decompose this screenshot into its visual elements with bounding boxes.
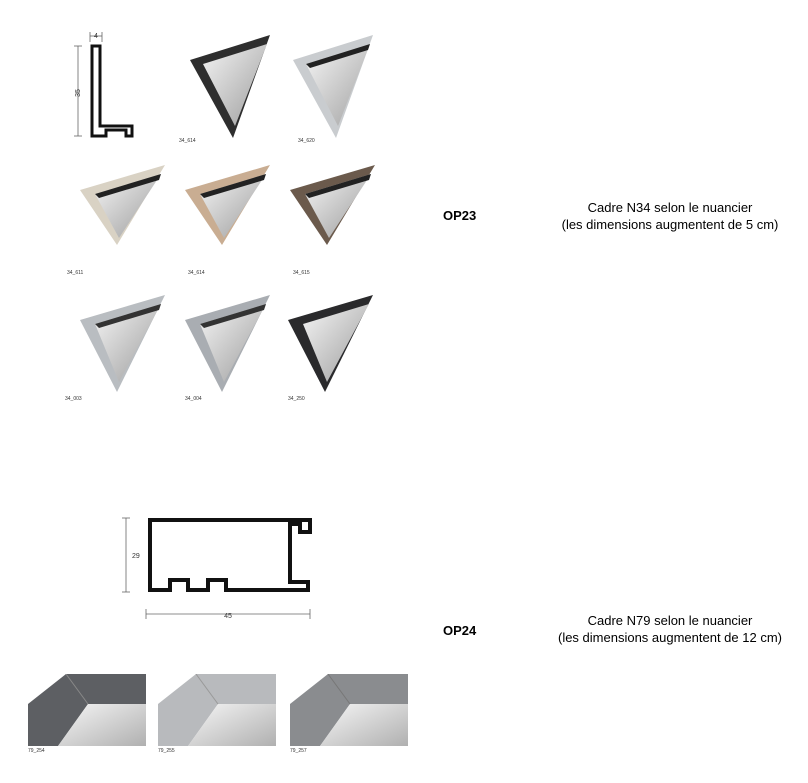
swatch-tile <box>283 290 378 402</box>
swatch-tile <box>28 674 146 754</box>
profile-diagram-n79 <box>118 510 318 622</box>
swatch-code: 34_614 <box>188 270 205 276</box>
profile-height-label: 29 <box>132 553 140 560</box>
option-description <box>535 612 805 646</box>
swatch-code: 34_620 <box>298 138 315 144</box>
swatch-code: 34_004 <box>185 396 202 402</box>
swatch-tile <box>290 674 408 754</box>
swatch-code: 34_614 <box>179 138 196 144</box>
swatch-tile <box>288 30 383 142</box>
swatch-code: 34_615 <box>293 270 310 276</box>
swatch-tile <box>67 160 170 276</box>
swatch-code: 79_254 <box>28 748 45 754</box>
description-line: Cadre N79 selon le nuancier <box>587 613 753 628</box>
profile-diagram-n34 <box>70 30 140 142</box>
swatch-tile <box>180 160 275 276</box>
swatch-tile <box>158 674 276 754</box>
description-line: Cadre N34 selon le nuancier <box>587 200 753 215</box>
profile-height-label: 35 <box>75 89 82 97</box>
swatch-tile <box>180 290 275 402</box>
swatch-code: 34_250 <box>288 396 305 402</box>
profile-width-label: 45 <box>224 613 232 620</box>
swatch-tile <box>285 160 380 276</box>
swatch-tile <box>65 290 170 402</box>
option-description <box>535 199 805 233</box>
profile-width-label: 4 <box>94 33 98 40</box>
option-code: OP23 <box>443 208 477 223</box>
description-line: (les dimensions augmentent de 5 cm) <box>561 217 779 232</box>
swatch-code: 79_257 <box>290 748 307 754</box>
option-code: OP24 <box>443 623 477 638</box>
swatch-code: 79_255 <box>158 748 175 754</box>
swatch-tile <box>179 30 280 144</box>
swatch-code: 34_611 <box>67 270 84 276</box>
description-line: (les dimensions augmentent de 12 cm) <box>557 630 782 645</box>
swatch-code: 34_003 <box>65 396 82 402</box>
